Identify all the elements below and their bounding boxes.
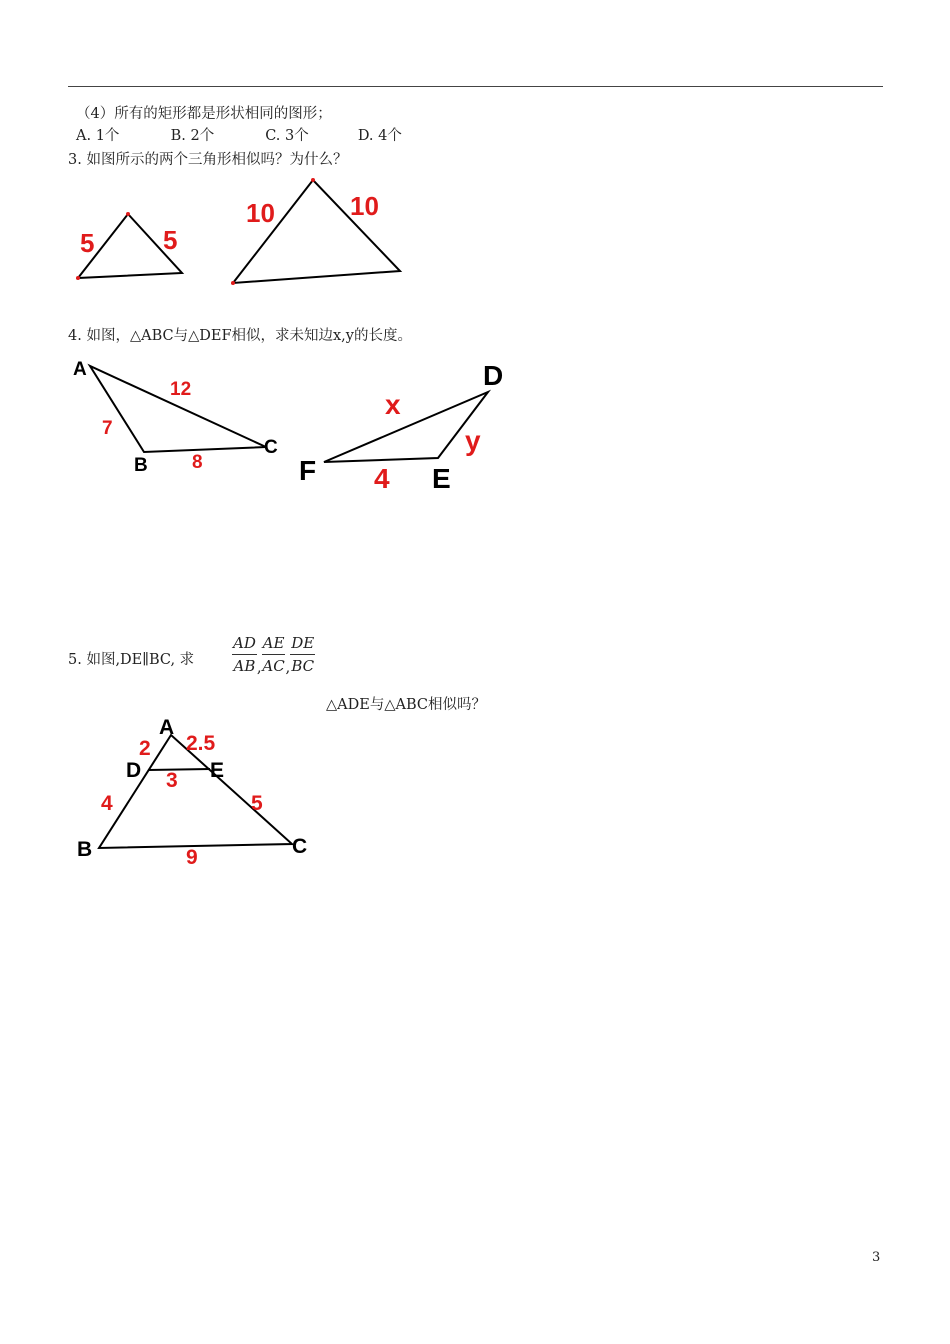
segment-bc-label: 9 [186,846,198,869]
vertex-c-label: C [292,835,308,858]
side-de-label: y [465,425,481,456]
side-ac-label: 12 [170,379,192,400]
vertex-a-label: A [159,716,175,739]
vertex-e-label: E [432,463,451,494]
side-df-label: x [385,389,401,420]
side-ab-label: 7 [102,418,113,439]
fraction-ad-ab: $\frac{AD}{AB}$ [233,633,256,675]
segment-ad-label: 2 [139,737,151,760]
segment-de [148,769,210,770]
choice-c: C. 3个 [265,128,309,144]
segment-ec-label: 5 [251,792,263,815]
q2-item-4: （4）所有的矩形都是形状相同的图形； [76,106,332,122]
large-right-side-label: 10 [350,191,379,221]
segment-de-label: 3 [166,769,178,792]
vertex-e-label: E [210,759,225,782]
vertex-c-label: C [264,437,278,458]
figure-3 [76,178,400,285]
fraction-de-bc: $\frac{DE}{BC}$ [291,633,315,675]
page-number: 3 [872,1250,881,1265]
question-3: 3. 如图所示的两个三角形相似吗？为什么？ [68,152,348,168]
segment-ae-label: 2.5 [186,732,216,755]
question-5-line2: △ADE与△ABC相似吗？ [326,697,486,713]
choice-a: A. 1个 [76,128,120,144]
choice-b: B. 2个 [170,128,215,144]
vertex-a-label: A [73,359,87,380]
question-5-prefix: 5. 如图,DE∥BC, 求 [68,652,195,668]
triangle-def [324,392,488,462]
figure-5 [77,716,307,869]
side-bc-label: 8 [192,452,203,473]
choice-d: D. 4个 [357,128,402,144]
fraction-ae-ac: $\frac{AE}{AC}$ [262,633,285,675]
small-left-side-label: 5 [80,228,95,258]
vertex-f-label: F [299,455,317,486]
vertex-dot [76,276,80,280]
vertex-dot [231,281,235,285]
ratio-fractions: $\frac{AD}{AB}$ , $\frac{AE}{AC}$ , $\frac{DE}{BC}$ [233,633,315,676]
vertex-dot [311,178,315,182]
small-right-side-label: 5 [163,225,178,255]
vertex-dot [126,212,130,216]
figure-4 [73,359,503,494]
large-left-side-label: 10 [246,198,275,228]
vertex-d-label: D [483,360,504,391]
vertex-d-label: D [126,759,142,782]
side-fe-label: 4 [374,463,390,494]
vertex-b-label: B [77,838,93,861]
segment-db-label: 4 [101,792,113,815]
question-4: 4. 如图，△ABC与△DEF相似，求未知边x,y的长度。 [68,328,412,344]
vertex-b-label: B [134,455,148,476]
